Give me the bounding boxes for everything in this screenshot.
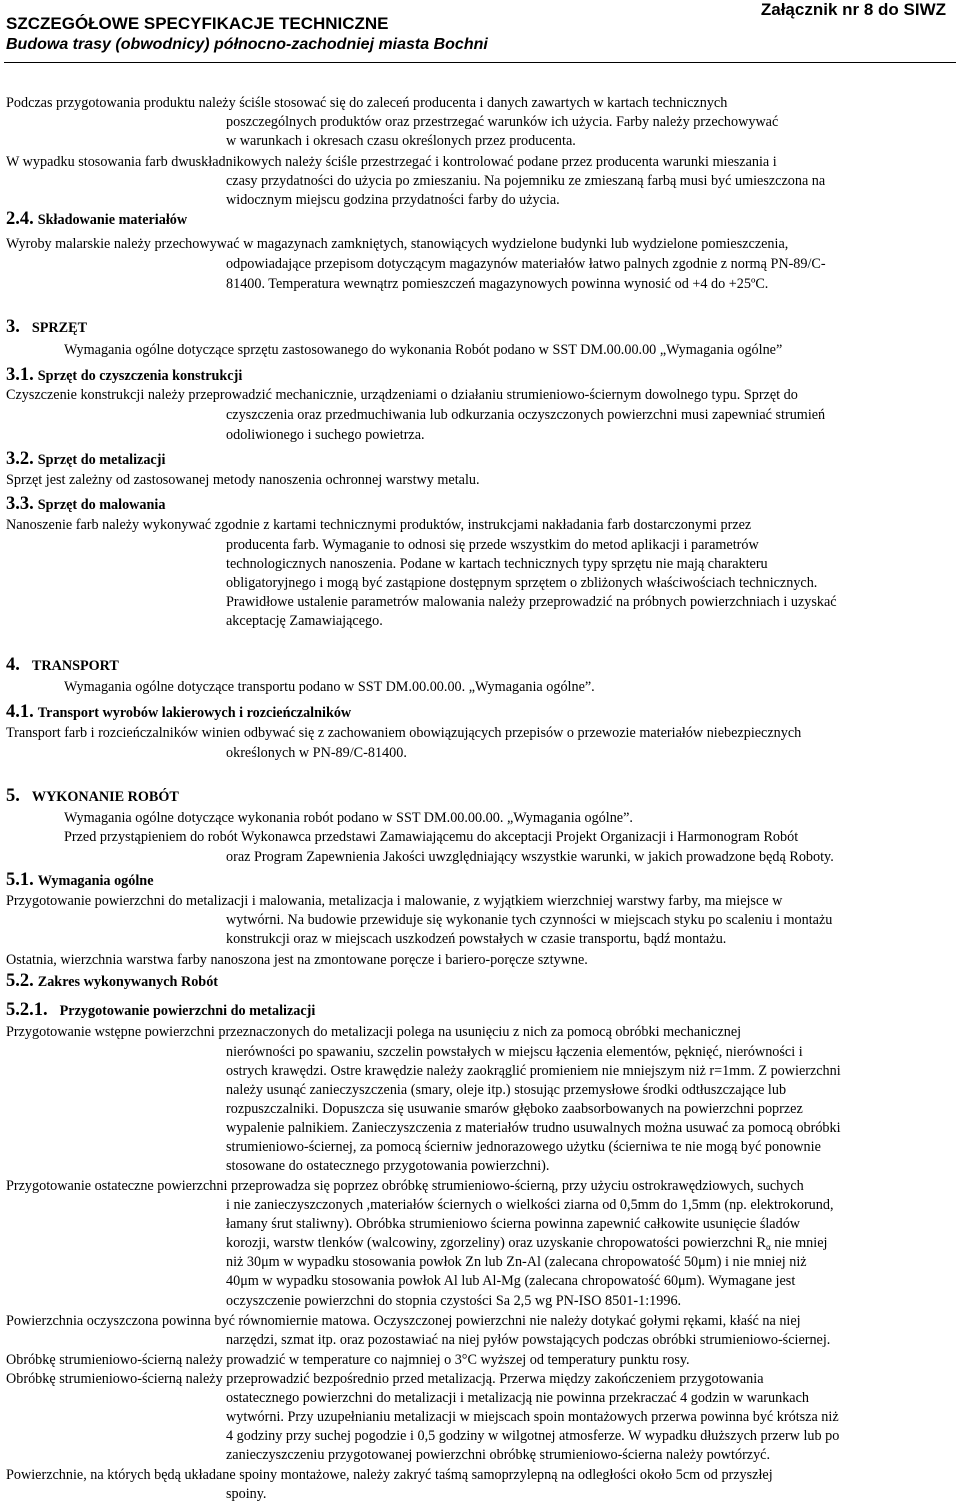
text-line: Obróbkę strumieniowo-ścierną należy prowadzić w temperature co najmniej o 3°C wyższej od temperatury punktu rosy.: [6, 1352, 690, 1368]
text-line: zanieczyszczeniu przygotowanej powierzchni obróbkę strumieniowo-ścierna należy powtórzyć.: [226, 1447, 771, 1463]
text-line: należy usunąć zanieczyszczenia (smary, oleje itp.) stosując przemysłowe środki odtłuszczające lub: [226, 1082, 787, 1098]
text-line: W wypadku stosowania farb dwuskładnikowych należy ściśle przestrzegać i kontrolować podane przez producenta warunki mieszania i: [6, 154, 777, 170]
text-line: oraz Program Zapewnienia Jakości uwzględniający wszystkie warunki, w jakich prowadzone będą Roboty.: [226, 849, 834, 865]
text-line: 40μm w wypadku stosowania powłok Al lub Al-Mg (zalecana chropowatość 60μm). Wymagane jest: [226, 1273, 796, 1289]
document-title: SZCZEGÓŁOWE SPECYFIKACJE TECHNICZNE: [6, 14, 389, 33]
section-heading: 2.4. Składowanie materiałów: [6, 209, 188, 229]
text-line: rozpuszczalniki. Dopuszcza się usuwanie smarów głęboko zaabsorbowanych na powierzchni poprzez: [226, 1101, 803, 1117]
text-line: Powierzchnie, na których będą układane spoiny montażowe, należy zakryć taśmą samoprzylepną na odległości około 5cm od przyszłej: [6, 1467, 773, 1483]
section-heading: 3.1. Sprzęt do czyszczenia konstrukcji: [6, 365, 243, 385]
text-line: odpowiadające przepisom dotyczącym magazynów materiałów łatwo palnych zgodnie z normą PN-89/C-: [226, 256, 826, 272]
text-line: 4 godziny przy suchej pogodzie i 0,5 godziny w wilgotnej atmosferze. W wypadku dłuższych przerw lub po: [226, 1428, 840, 1444]
text-line: nierówności po spawaniu, szczelin powstałych w miejscu łączenia elementów, pęknięć, nierówności i: [226, 1044, 803, 1060]
text-line: w warunkach i okresach czasu określonych przez producenta.: [226, 133, 576, 149]
section-heading: 5.2.1. Przygotowanie powierzchni do metalizacji: [6, 1000, 316, 1020]
annex-label: Załącznik nr 8 do SIWZ: [760, 0, 946, 19]
section-heading: 4.1. Transport wyrobów lakierowych i rozcieńczalników: [6, 702, 352, 722]
text-line: wypalenie palnikiem. Zanieczyszczenia z materiałów trudno usuwalnych można usuwać za pomocą obróbki: [226, 1120, 841, 1136]
section-heading: 4. TRANSPORT: [6, 655, 119, 675]
text-line: Obróbkę strumieniowo-ścierną należy przeprowadzić bezpośrednio przed metalizacją. Przerwa między zakończeniem przygotowania: [6, 1371, 764, 1387]
text-line: Transport farb i rozcieńczalników winien odbywać się z zachowaniem obowiązujących przepisów o przewozie materiałów niebezpiecznych: [6, 725, 802, 741]
text-line: Wymagania ogólne dotyczące transportu podano w SST DM.00.00.00. „Wymagania ogólne”.: [64, 679, 595, 695]
text-line: niż 30μm w wypadku stosowania powłok Zn lub Zn-Al (zalecana chropowatość 50μm) i nie mniej niż: [226, 1254, 807, 1270]
text-line: Podczas przygotowania produktu należy ściśle stosować się do zaleceń producenta i danych zawartych w kartach technicznych: [6, 95, 728, 111]
text-line: technologicznych nanoszenia. Podane w kartach technicznych typy sprzętu nie mają charakteru: [226, 556, 768, 572]
text-line: i nie zanieczyszczonych ,materiałów ściernych o wielkości ziarna od 0,5mm do 1,5mm (np. elektrokorund,: [226, 1197, 834, 1213]
text-line: korozji, warstw tlenków (walcowiny, zgorzeliny) oraz uzyskanie chropowatości powierzchni $R_\alpha$ nie mniej: [226, 1235, 828, 1252]
text-line: ostatecznego powierzchni do metalizacji i metalizacją nie powinna przekraczać 4 godzin w warunkach: [226, 1390, 809, 1406]
section-heading: 5.1. Wymagania ogólne: [6, 870, 154, 890]
text-line: czasy przydatności do użycia po zmieszaniu. Na pojemniku ze zmieszaną farbą musi być umieszczona na: [226, 173, 826, 189]
text-line: Wymagania ogólne dotyczące wykonania robót podano w SST DM.00.00.00. „Wymagania ogólne”.: [64, 810, 633, 826]
text-line: narzędzi, szmat itp. oraz pozostawiać na niej pyłów powstających podczas obróbki strumieniowo-ściernej.: [226, 1332, 831, 1348]
text-line: Wyroby malarskie należy przechowywać w magazynach zamkniętych, stanowiących wydzielone budynki lub wydzielone pomieszczenia,: [6, 236, 789, 252]
text-line: Wymagania ogólne dotyczące sprzętu zastosowanego do wykonania Robót podano w SST DM.00.00.00 „Wymagania ogólne”: [64, 342, 783, 358]
text-line: producenta farb. Wymaganie to odnosi się przede wszystkim do metod aplikacji i parametrów: [226, 537, 759, 553]
text-line: Powierzchnia oczyszczona powinna być równomiernie matowa. Oczyszczonej powierzchni nie należy dotykać gołymi rękami, kłaść na niej: [6, 1313, 801, 1329]
text-line: Przygotowanie ostateczne powierzchni przeprowadza się poprzez obróbkę strumieniowo-ścierną, przy użyciu ostrokrawędziowych, suchych: [6, 1178, 804, 1194]
document-subtitle: Budowa trasy (obwodnicy) północno-zachodniej miasta Bochni: [6, 36, 488, 53]
section-heading: 5.2. Zakres wykonywanych Robót: [6, 971, 219, 991]
header-rule: [4, 62, 956, 63]
page-header: [0, 0, 960, 64]
text-line: Przed przystąpieniem do robót Wykonawca przedstawi Zamawiającemu do akceptacji Projekt Organizacji i Harmonogram Robót: [64, 829, 799, 845]
text-line: Sprzęt jest zależny od zastosowanej metody nanoszenia ochronnej warstwy metalu.: [6, 472, 480, 488]
text-line: 81400. Temperatura wewnątrz pomieszczeń magazynowych powinna wynosić od +4 do +25ºC.: [226, 276, 769, 292]
section-heading: 3.3. Sprzęt do malowania: [6, 494, 166, 514]
text-line: konstrukcji oraz w miejscach uszkodzeń powstałych w czasie transportu, bądź montażu.: [226, 931, 727, 947]
text-line: Nanoszenie farb należy wykonywać zgodnie z kartami technicznymi produktów, instrukcjami nakładania farb dostarczonymi przez: [6, 517, 752, 533]
text-line: określonych w PN-89/C-81400.: [226, 745, 407, 761]
section-heading: 3. SPRZĘT: [6, 317, 88, 337]
text-line: wytwórni. Przy uzupełnianiu metalizacji w miejscach spoin montażowych przerwa powinna być krótsza niż: [226, 1409, 839, 1425]
text-line: łamany śrut staliwny). Obróbka strumieniowo ścierna powinna zapewnić całkowite usunięcie śladów: [226, 1216, 801, 1232]
text-line: odoliwionego i suchego powietrza.: [226, 427, 425, 443]
text-line: Czyszczenie konstrukcji należy przeprowadzić mechanicznie, urządzeniami o działaniu strumieniowo-ściernym dowolnego typu. Sprzęt do: [6, 387, 798, 403]
text-line: poszczególnych produktów oraz przestrzegać warunków ich użycia. Farby należy przechowywać: [226, 114, 779, 130]
text-line: Prawidłowe ustalenie parametrów malowania należy przeprowadzić na próbnych powierzchniach i uzyskać: [226, 594, 837, 610]
text-line: ostrych krawędzi. Ostre krawędzie należy zaokrąglić promieniem nie mniejszym niż r=1mm. Z powierzchni: [226, 1063, 841, 1079]
text-line: strumieniowo-ściernej, za pomocą ścierniw jednorazowego użytku (ścierniwa te nie mogą być ponownie: [226, 1139, 821, 1155]
text-line: obligatoryjnego i mogą być zastąpione dostępnym sprzętem o zbliżonych właściwościach technicznych.: [226, 575, 818, 591]
text-line: Przygotowanie powierzchni do metalizacji i malowania, metalizacja i malowanie, z wyjątkiem wierzchniej warstwy farby, ma miejsce w: [6, 893, 783, 909]
text-line: wytwórni. Na budowie przewiduje się wykonanie tych czynności w miejscach styku po scaleniu i montażu: [226, 912, 833, 928]
text-line: widocznym miejscu godzina przydatności farby do użycia.: [226, 192, 560, 208]
text-line: Przygotowanie wstępne powierzchni przeznaczonych do metalizacji polega na usunięciu z nich za pomocą obróbki mechanicznej: [6, 1024, 742, 1040]
text-line: oczyszczenie powierzchni do stopnia czystości Sa 2,5 wg PN-ISO 8501-1:1996.: [226, 1293, 682, 1309]
text-line: stosowane do ostatecznego przygotowania powierzchni).: [226, 1158, 550, 1174]
text-line: spoiny.: [226, 1486, 267, 1502]
text-line: akceptację Zamawiającego.: [226, 613, 383, 629]
section-heading: 5. WYKONANIE ROBÓT: [6, 786, 179, 806]
text-line: czyszczenia oraz przedmuchiwania lub odkurzania oczyszczonych powierzchni musi zapewniać strumień: [226, 407, 826, 423]
section-heading: 3.2. Sprzęt do metalizacji: [6, 449, 166, 469]
text-line: Ostatnia, wierzchnia warstwa farby nanoszona jest na zmontowane poręcze i bariero-poręcze sztywne.: [6, 952, 588, 968]
